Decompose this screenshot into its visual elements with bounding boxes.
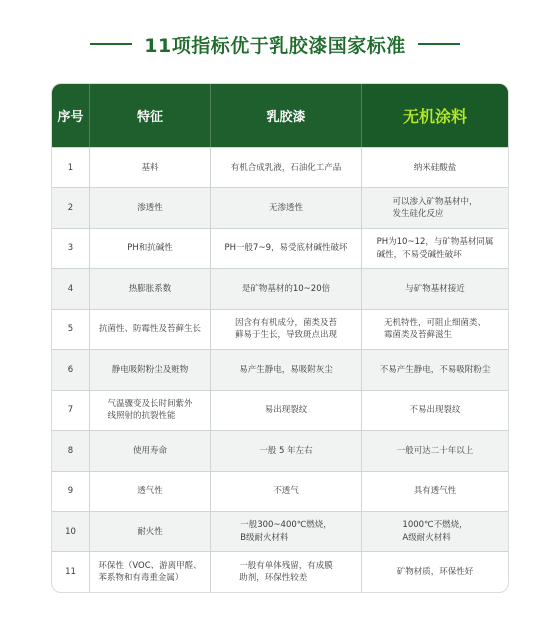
row-index-cell: 2 [52, 188, 90, 227]
table-row [52, 551, 508, 591]
latex-paint-cell: 一般300~400℃燃烧， B级耐火材料 [211, 512, 362, 551]
inorganic-coating-cell: 与矿物基材接近 [405, 283, 465, 294]
feature-cell: 透气性 [90, 472, 211, 511]
title-row [0, 30, 550, 58]
title-left-line [90, 43, 132, 45]
inorganic-coating-cell: PH为10~12，与矿物基材同属 碱性，不易受碱性破坏 [376, 237, 494, 260]
header-cell-feature: 特征 [90, 84, 211, 147]
feature-cell: 环保性（VOC、游离甲醛、 苯系物和有毒重金属） [90, 552, 211, 591]
table-row [52, 268, 508, 308]
table-row [52, 147, 508, 187]
inorganic-coating-cell: 不易出现裂纹 [409, 405, 461, 416]
table-row [52, 430, 508, 470]
title-right-line [418, 43, 460, 45]
feature-cell: 静电吸附粉尘及赃物 [90, 350, 211, 389]
latex-paint-cell: 是矿物基材的10~20倍 [211, 269, 362, 308]
feature-cell: 使用寿命 [90, 431, 211, 470]
row-index-cell: 9 [52, 472, 90, 511]
inorganic-coating-cell: 一般可达二十年以上 [396, 445, 474, 456]
table-header-row [52, 84, 508, 147]
inorganic-coating-cell: 矿物材质，环保性好 [396, 566, 474, 577]
latex-paint-cell: 一般 5 年左右 [211, 431, 362, 470]
feature-cell: 热膨胀系数 [90, 269, 211, 308]
latex-paint-cell: 易出现裂纹 [211, 391, 362, 430]
comparison-table [52, 84, 508, 592]
inorganic-coating-cell: 具有透气性 [413, 486, 457, 497]
row-index-cell: 6 [52, 350, 90, 389]
feature-cell: 气温骤变及长时间紫外 线照射的抗裂性能 [90, 391, 211, 430]
table-row [52, 228, 508, 268]
latex-paint-cell: 无渗透性 [211, 188, 362, 227]
row-index-cell: 8 [52, 431, 90, 470]
table-row [52, 349, 508, 389]
table-row [52, 471, 508, 511]
feature-cell: PH和抗碱性 [90, 229, 211, 268]
table-row [52, 309, 508, 349]
feature-cell: 抗菌性、防霉性及苔藓生长 [90, 310, 211, 349]
latex-paint-cell: 有机合成乳液，石油化工产品 [211, 148, 362, 187]
row-index-cell: 7 [52, 391, 90, 430]
table-row [52, 390, 508, 430]
row-index-cell: 4 [52, 269, 90, 308]
inorganic-coating-cell: 无机特性，可阻止细菌类、 霉菌类及苔藓滋生 [383, 318, 486, 341]
inorganic-coating-cell: 可以渗入矿物基材中， 发生硅化反应 [392, 196, 478, 220]
feature-cell: 渗透性 [90, 188, 211, 227]
feature-cell: 耐火性 [90, 512, 211, 551]
page-title: 11项指标优于乳胶漆国家标准 [144, 34, 406, 57]
row-index-cell: 11 [52, 552, 90, 591]
row-index-cell: 3 [52, 229, 90, 268]
inorganic-coating-cell: 1000℃不燃烧， A级耐火材料 [402, 520, 468, 543]
latex-paint-cell: 因含有有机成分，菌类及苔 藓易于生长，导致斑点出现 [211, 310, 362, 349]
inorganic-coating-cell: 不易产生静电，不易吸附粉尘 [379, 364, 491, 375]
latex-paint-cell: PH一般7~9，易受底材碱性破坏 [211, 229, 362, 268]
latex-paint-cell: 一般有单体残留，有成膜 助剂，环保性较差 [211, 552, 362, 591]
row-index-cell: 1 [52, 148, 90, 187]
table-row [52, 511, 508, 551]
latex-paint-cell: 易产生静电，易吸附灰尘 [211, 350, 362, 389]
header-cell-inorganic-coating: 无机涂料 [362, 84, 508, 147]
latex-paint-cell: 不透气 [211, 472, 362, 511]
row-index-cell: 10 [52, 512, 90, 551]
row-index-cell: 5 [52, 310, 90, 349]
header-cell-latex-paint: 乳胶漆 [211, 84, 362, 147]
header-cell-index: 序号 [52, 84, 90, 147]
inorganic-coating-cell: 纳米硅酸盐 [413, 162, 457, 173]
feature-cell: 基料 [90, 148, 211, 187]
table-row [52, 187, 508, 227]
